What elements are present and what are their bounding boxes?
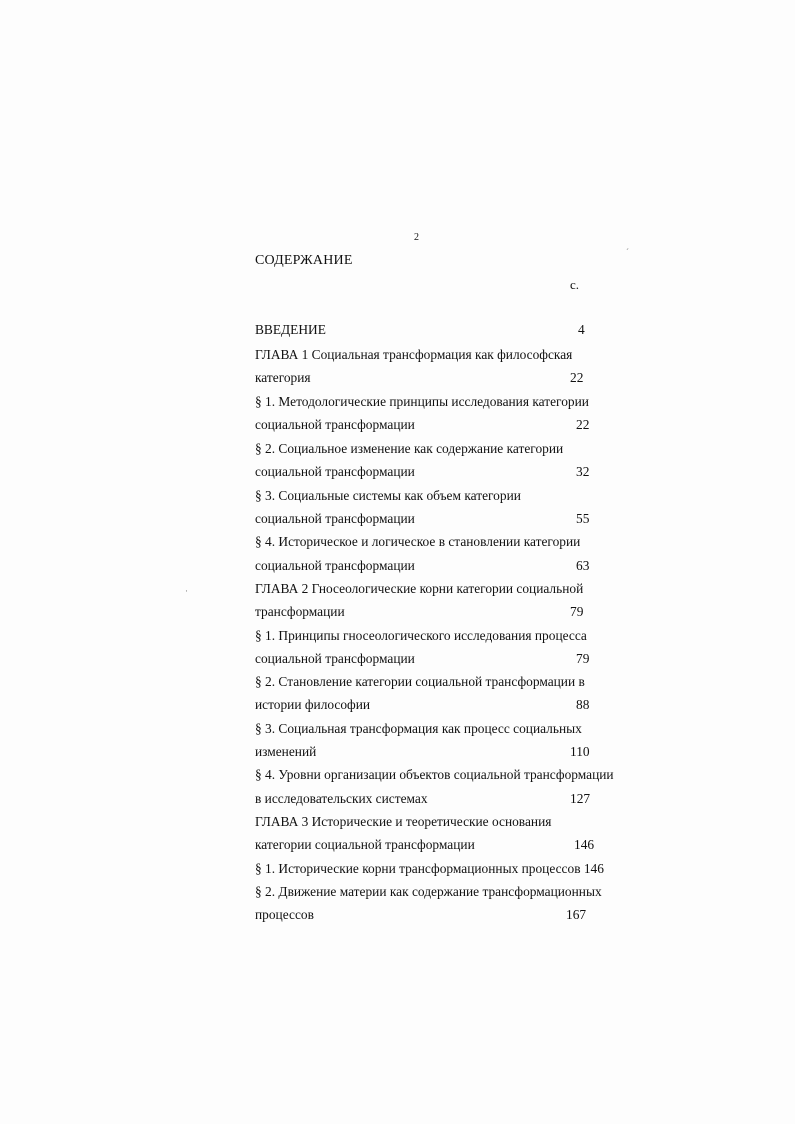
toc-line: социальной трансформации xyxy=(255,417,415,432)
toc-title: СОДЕРЖАНИЕ xyxy=(255,253,353,268)
toc-page-number: 88 xyxy=(576,697,590,712)
toc-line: истории философии xyxy=(255,697,371,712)
toc-line: в исследовательских системах xyxy=(255,791,428,806)
toc-line: социальной трансформации xyxy=(255,651,415,666)
toc-page-number: 22 xyxy=(576,417,590,432)
toc-line: § 4. Уровни организации объектов социальной трансформации xyxy=(255,767,614,782)
toc-line: § 3. Социальная трансформация как процесс социальных xyxy=(255,721,582,736)
toc-line: категория xyxy=(255,370,311,385)
toc-line: процессов xyxy=(255,907,314,922)
toc-page-number: 22 xyxy=(570,370,584,385)
toc-page-number: 4 xyxy=(578,322,585,337)
toc-line: ГЛАВА 1 Социальная трансформация как философская xyxy=(255,347,573,362)
toc-line: § 4. Историческое и логическое в становлении категории xyxy=(255,534,581,549)
scan-speck: · xyxy=(185,586,188,596)
page-number: 2 xyxy=(414,232,419,243)
toc-line: § 2. Становление категории социальной трансформации в xyxy=(255,674,585,689)
page-column-label: с. xyxy=(570,277,580,292)
toc-line: § 3. Социальные системы как объем категории xyxy=(255,488,521,503)
toc-line: социальной трансформации xyxy=(255,558,415,573)
toc-line: категории социальной трансформации xyxy=(255,837,475,852)
toc-page-number: 55 xyxy=(576,511,590,526)
toc-page-number: 110 xyxy=(570,744,590,759)
toc-line: § 1. Исторические корни трансформационных процессов 146 xyxy=(255,861,604,876)
toc-line: социальной трансформации xyxy=(255,511,415,526)
toc-line: § 1. Методологические принципы исследования категории xyxy=(255,394,589,409)
toc-line: ВВЕДЕНИЕ xyxy=(255,322,326,337)
toc-line: ГЛАВА 2 Гносеологические корни категории социальной xyxy=(255,581,584,596)
toc-line: § 2. Социальное изменение как содержание категории xyxy=(255,441,564,456)
toc-page-number: 32 xyxy=(576,464,590,479)
toc-page-number: 146 xyxy=(574,837,595,852)
toc-line: социальной трансформации xyxy=(255,464,415,479)
toc-page-number: 167 xyxy=(566,907,587,922)
toc-page-number: 127 xyxy=(570,791,591,806)
toc-line: § 2. Движение материи как содержание трансформационных xyxy=(255,884,602,899)
toc-page-number: 63 xyxy=(576,558,590,573)
toc-page-number: 79 xyxy=(576,651,590,666)
toc-line: ГЛАВА 3 Исторические и теоретические основания xyxy=(255,814,552,829)
toc-page-number: 79 xyxy=(570,604,584,619)
toc-line: § 1. Принципы гносеологического исследования процесса xyxy=(255,628,587,643)
toc-line: трансформации xyxy=(255,604,345,619)
toc-line: изменений xyxy=(255,744,317,759)
scan-speck: ˊ xyxy=(626,247,629,257)
